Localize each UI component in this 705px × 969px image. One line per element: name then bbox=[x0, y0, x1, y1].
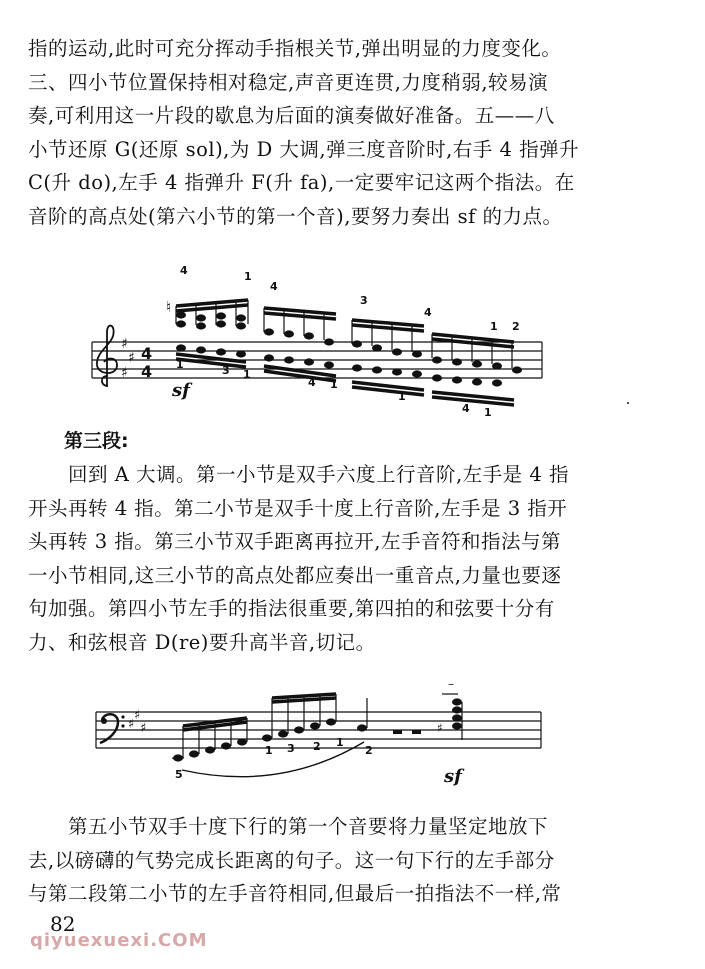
natural-sign-icon: ♮ bbox=[166, 298, 172, 316]
text-line: 奏,可利用这一片段的歇息为后面的演奏做好准备。五——八 bbox=[28, 104, 555, 128]
text-line: 去,以磅礴的气势完成长距离的句子。这一句下行的左手部分 bbox=[28, 848, 555, 872]
text-line: 句加强。第四小节左手的指法很重要,第四拍的和弦要十分有 bbox=[28, 597, 555, 621]
text-line: 三、四小节位置保持相对稳定,声音更连贯,力度稍弱,较易演 bbox=[28, 70, 549, 94]
svg-text:1: 1 bbox=[484, 406, 492, 419]
stray-dot bbox=[627, 402, 629, 404]
dynamic-marking: sf bbox=[444, 766, 462, 787]
svg-text:♯: ♯ bbox=[128, 350, 135, 366]
text-line: 一小节相同,这三小节的高点处都应奏出一重音点,力量也要逐 bbox=[28, 563, 562, 587]
svg-text:–: – bbox=[448, 677, 454, 691]
text-line: 音阶的高点处(第六小节的第一个音),要努力奏出 sf 的力点。 bbox=[28, 204, 563, 228]
svg-text:4: 4 bbox=[141, 362, 153, 381]
svg-text:2: 2 bbox=[512, 320, 520, 333]
svg-text:1: 1 bbox=[330, 378, 338, 391]
time-signature bbox=[141, 344, 152, 381]
svg-text:♯: ♯ bbox=[121, 336, 128, 352]
fingerings-top bbox=[180, 264, 520, 333]
svg-text:4: 4 bbox=[141, 344, 153, 363]
dynamic-marking: sf bbox=[172, 380, 190, 401]
svg-text:1: 1 bbox=[244, 270, 252, 283]
text-line: 指的运动,此时可充分挥动手指根关节,弹出明显的力度变化。 bbox=[28, 37, 562, 60]
svg-text:3: 3 bbox=[360, 294, 368, 307]
paragraph-2 bbox=[28, 458, 684, 660]
text-line: 力、和弦根音 D(re)要升高半音,切记。 bbox=[28, 630, 376, 654]
svg-text:4: 4 bbox=[270, 280, 278, 293]
svg-text:1: 1 bbox=[243, 368, 251, 381]
watermark: qiyuexuexi.COM bbox=[30, 930, 208, 951]
svg-text:3: 3 bbox=[287, 742, 295, 755]
svg-text:4: 4 bbox=[462, 402, 470, 415]
svg-text:♯: ♯ bbox=[128, 717, 135, 732]
text-line: 与第二段第二小节的左手音符相同,但最后一拍指法不一样,常 bbox=[28, 882, 562, 906]
text-line: 开头再转 4 指。第二小节是双手十度上行音阶,左手是 3 指开 bbox=[28, 496, 568, 520]
svg-text:1: 1 bbox=[336, 736, 344, 749]
paragraph-3 bbox=[28, 810, 684, 911]
text-line: 回到 A 大调。第一小节是双手六度上行音阶,左手是 4 指 bbox=[68, 463, 569, 486]
svg-text:5: 5 bbox=[175, 768, 183, 781]
svg-text:♯: ♯ bbox=[140, 721, 147, 736]
text-line: C(升 do),左手 4 指弹升 F(升 fa),一定要牢记这两个指法。在 bbox=[28, 171, 575, 195]
svg-text:1: 1 bbox=[265, 744, 273, 757]
right-hand-notes bbox=[176, 300, 522, 374]
music-example-1 bbox=[0, 262, 705, 422]
svg-text:2: 2 bbox=[313, 740, 321, 753]
svg-text:1: 1 bbox=[490, 320, 498, 333]
svg-text:1: 1 bbox=[398, 390, 406, 403]
svg-text:♯: ♯ bbox=[134, 708, 141, 723]
page-number: 82 bbox=[50, 912, 76, 936]
text-line: 第五小节双手十度下行的第一个音要将力量坚定地放下 bbox=[68, 815, 549, 838]
text-line: 头再转 3 指。第三小节双手距离再拉开,左手音符和指法与第 bbox=[28, 530, 562, 554]
fingerings-bottom bbox=[176, 358, 492, 419]
svg-text:♯: ♯ bbox=[121, 365, 128, 381]
paragraph-1 bbox=[28, 32, 684, 234]
svg-text:4: 4 bbox=[180, 264, 188, 277]
music-example-2 bbox=[0, 677, 705, 798]
svg-text:♯: ♯ bbox=[437, 721, 443, 735]
svg-text:4: 4 bbox=[308, 376, 316, 389]
svg-text:2: 2 bbox=[365, 744, 373, 757]
svg-text:4: 4 bbox=[424, 306, 432, 319]
svg-text:1: 1 bbox=[176, 358, 184, 371]
text-line: 小节还原 G(还原 sol),为 D 大调,弹三度音阶时,右手 4 指弹升 bbox=[28, 137, 580, 161]
section-heading: 第三段: bbox=[64, 430, 129, 452]
svg-text:3: 3 bbox=[222, 364, 230, 377]
treble-clef-icon bbox=[97, 326, 117, 386]
key-signature-icon bbox=[121, 336, 135, 381]
